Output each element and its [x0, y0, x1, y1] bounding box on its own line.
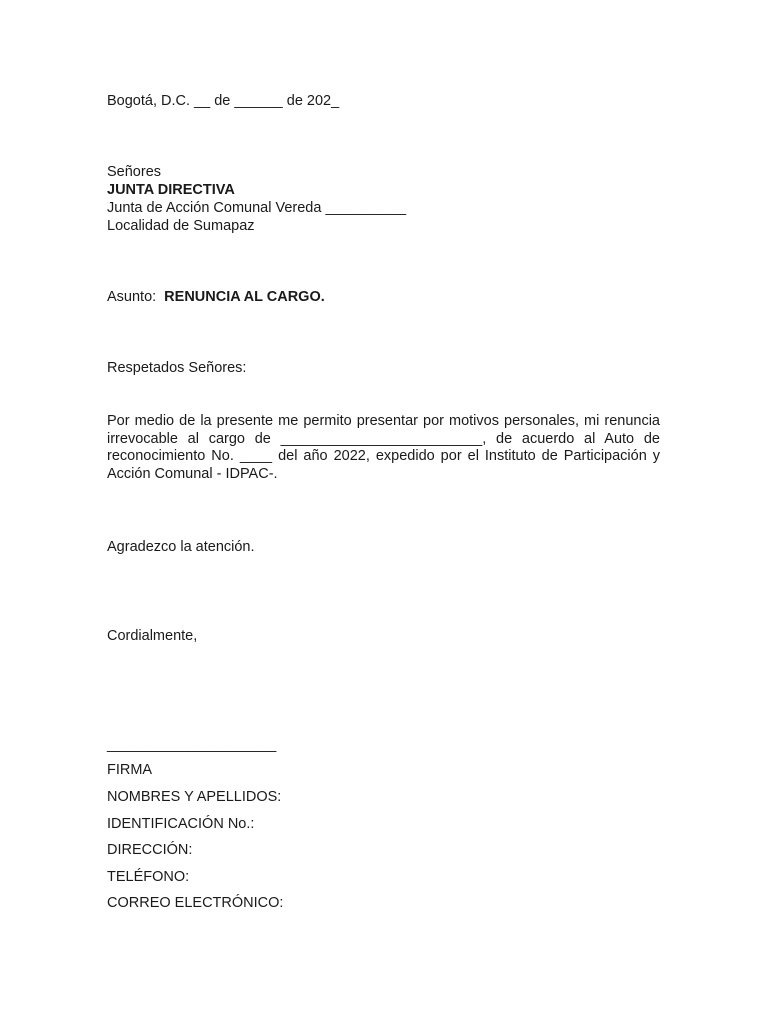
- closing-line: Cordialmente,: [107, 628, 198, 644]
- greeting: Respetados Señores:: [107, 360, 247, 376]
- signature-names: NOMBRES Y APELLIDOS:: [107, 789, 282, 805]
- signature-line: _____________________: [107, 737, 277, 753]
- subject-value: RENUNCIA AL CARGO.: [164, 289, 325, 305]
- signature-phone: TELÉFONO:: [107, 869, 190, 885]
- signature-email: CORREO ELECTRÓNICO:: [107, 895, 284, 911]
- letter-body: Por medio de la presente me permito presentar por motivos personales, mi renuncia irrevocable al cargo de _________________________, de acuerdo al Auto de reconocimiento No. ____ del año 2022, expedido por el Instituto de Participación y Acción Comunal - IDPAC-.: [107, 413, 660, 482]
- signature-address: DIRECCIÓN:: [107, 842, 193, 858]
- recipient-locality: Localidad de Sumapaz: [107, 218, 255, 234]
- subject-line: [107, 288, 325, 306]
- recipient-organization: Junta de Acción Comunal Vereda __________: [107, 200, 407, 216]
- signature-id: IDENTIFICACIÓN No.:: [107, 816, 255, 832]
- date-line: Bogotá, D.C. __ de ______ de 202_: [107, 93, 340, 109]
- thanks-line: Agradezco la atención.: [107, 539, 255, 555]
- recipient-salutation: Señores: [107, 164, 162, 180]
- recipient-name: JUNTA DIRECTIVA: [107, 182, 235, 198]
- subject-label: Asunto:: [107, 289, 157, 305]
- signature-firma: FIRMA: [107, 762, 153, 778]
